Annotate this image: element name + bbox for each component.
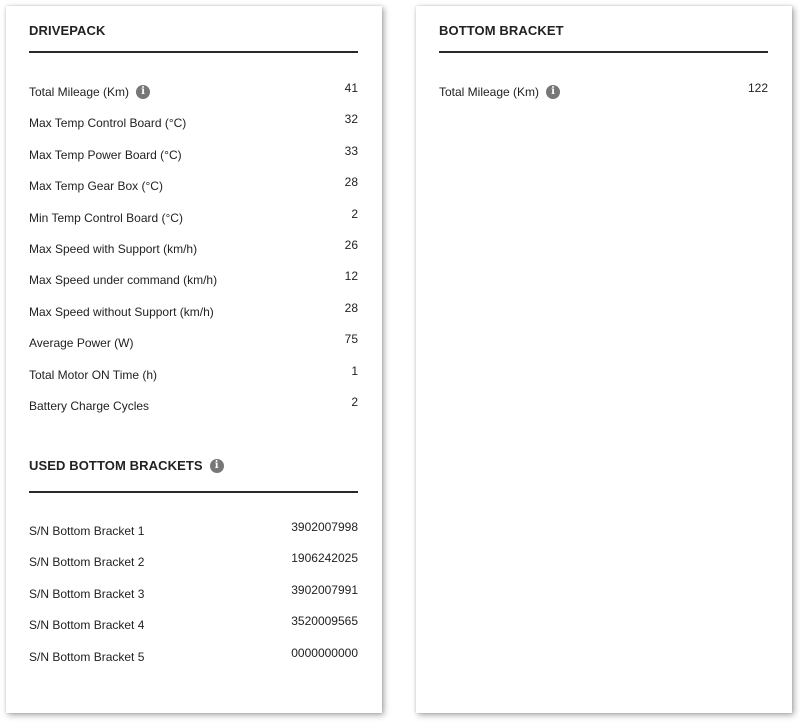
row-label [29, 336, 133, 350]
list-item [439, 81, 768, 101]
row-label-text: Max Speed with Support (km/h) [29, 242, 198, 256]
row-value: 32 [344, 112, 358, 127]
drivepack-title [29, 23, 106, 38]
row-label [29, 148, 182, 162]
list-item [29, 551, 358, 571]
list-item [29, 269, 358, 289]
row-label [29, 524, 144, 538]
used-bottom-brackets-title [29, 458, 224, 473]
row-label [29, 650, 144, 664]
list-item [29, 646, 358, 666]
row-label-text: Max Temp Power Board (°C) [29, 147, 182, 162]
list-item [29, 238, 358, 258]
row-label-text: Max Temp Gear Box (°C) [29, 179, 163, 194]
row-label [29, 116, 186, 130]
row-label-text: Min Temp Control Board (°C) [29, 210, 183, 225]
row-label [29, 587, 144, 601]
row-value: 33 [344, 143, 358, 158]
row-label-text: S/N Bottom Bracket 3 [29, 586, 145, 601]
bottom-bracket-title-text: BOTTOM BRACKET [439, 23, 564, 38]
row-label [29, 368, 157, 382]
row-label-text: Average Power (W) [29, 336, 134, 351]
drivepack-divider [29, 51, 358, 53]
row-label [29, 618, 144, 632]
row-label-text: S/N Bottom Bracket 4 [29, 618, 145, 633]
list-item [29, 175, 358, 195]
row-value: 0000000000 [291, 645, 358, 660]
row-label [29, 211, 183, 225]
info-icon[interactable]: i [136, 85, 150, 99]
row-label [29, 555, 144, 569]
row-label-text: S/N Bottom Bracket 1 [29, 524, 145, 538]
row-value: 28 [344, 175, 358, 190]
drivepack-panel [6, 6, 382, 713]
used-bottom-brackets-title-text: USED BOTTOM BRACKETS [29, 458, 203, 473]
row-value: 3902007991 [291, 582, 358, 597]
row-value: 41 [344, 81, 358, 95]
list-item [29, 112, 358, 132]
row-label [29, 273, 217, 287]
row-value: 12 [344, 269, 358, 284]
row-value: 75 [344, 332, 358, 347]
row-label-text: S/N Bottom Bracket 2 [29, 555, 145, 570]
list-item [29, 395, 358, 415]
row-label [29, 305, 214, 319]
row-value: 1 [351, 363, 358, 378]
list-item [29, 332, 358, 352]
row-value: 2 [351, 395, 358, 409]
list-item [29, 301, 358, 321]
row-value: 3902007998 [291, 520, 358, 534]
list-item [29, 614, 358, 634]
row-label-text: Max Speed under command (km/h) [29, 273, 218, 288]
info-icon[interactable]: i [210, 459, 224, 473]
row-value: 26 [344, 238, 358, 252]
list-item [29, 81, 358, 101]
row-label [29, 179, 163, 193]
drivepack-title-text: DRIVEPACK [29, 23, 106, 38]
list-item [29, 207, 358, 227]
row-value: 1906242025 [291, 551, 358, 566]
list-item [29, 583, 358, 603]
row-value: 2 [351, 206, 358, 221]
row-label [29, 399, 149, 413]
bottom-bracket-panel [416, 6, 792, 713]
row-label-text: S/N Bottom Bracket 5 [29, 649, 145, 664]
row-label-text: Max Speed without Support (km/h) [29, 304, 214, 319]
list-item [29, 364, 358, 384]
list-item [29, 520, 358, 540]
row-label-text: Battery Charge Cycles [29, 399, 150, 413]
bottom-bracket-divider [439, 51, 768, 53]
used-bottom-brackets-divider [29, 491, 358, 493]
list-item [29, 144, 358, 164]
row-label [29, 242, 197, 256]
row-value: 122 [747, 81, 768, 95]
row-label [29, 85, 150, 99]
info-icon[interactable]: i [546, 85, 560, 99]
row-label [439, 85, 560, 99]
row-label-text: Total Motor ON Time (h) [29, 367, 158, 382]
row-label-text: Total Mileage (Km) [29, 85, 130, 99]
row-value: 28 [344, 300, 358, 315]
bottom-bracket-title [439, 23, 564, 38]
row-label-text: Max Temp Control Board (°C) [29, 116, 187, 131]
row-value: 3520009565 [291, 614, 358, 629]
row-label-text: Total Mileage (Km) [439, 85, 540, 99]
